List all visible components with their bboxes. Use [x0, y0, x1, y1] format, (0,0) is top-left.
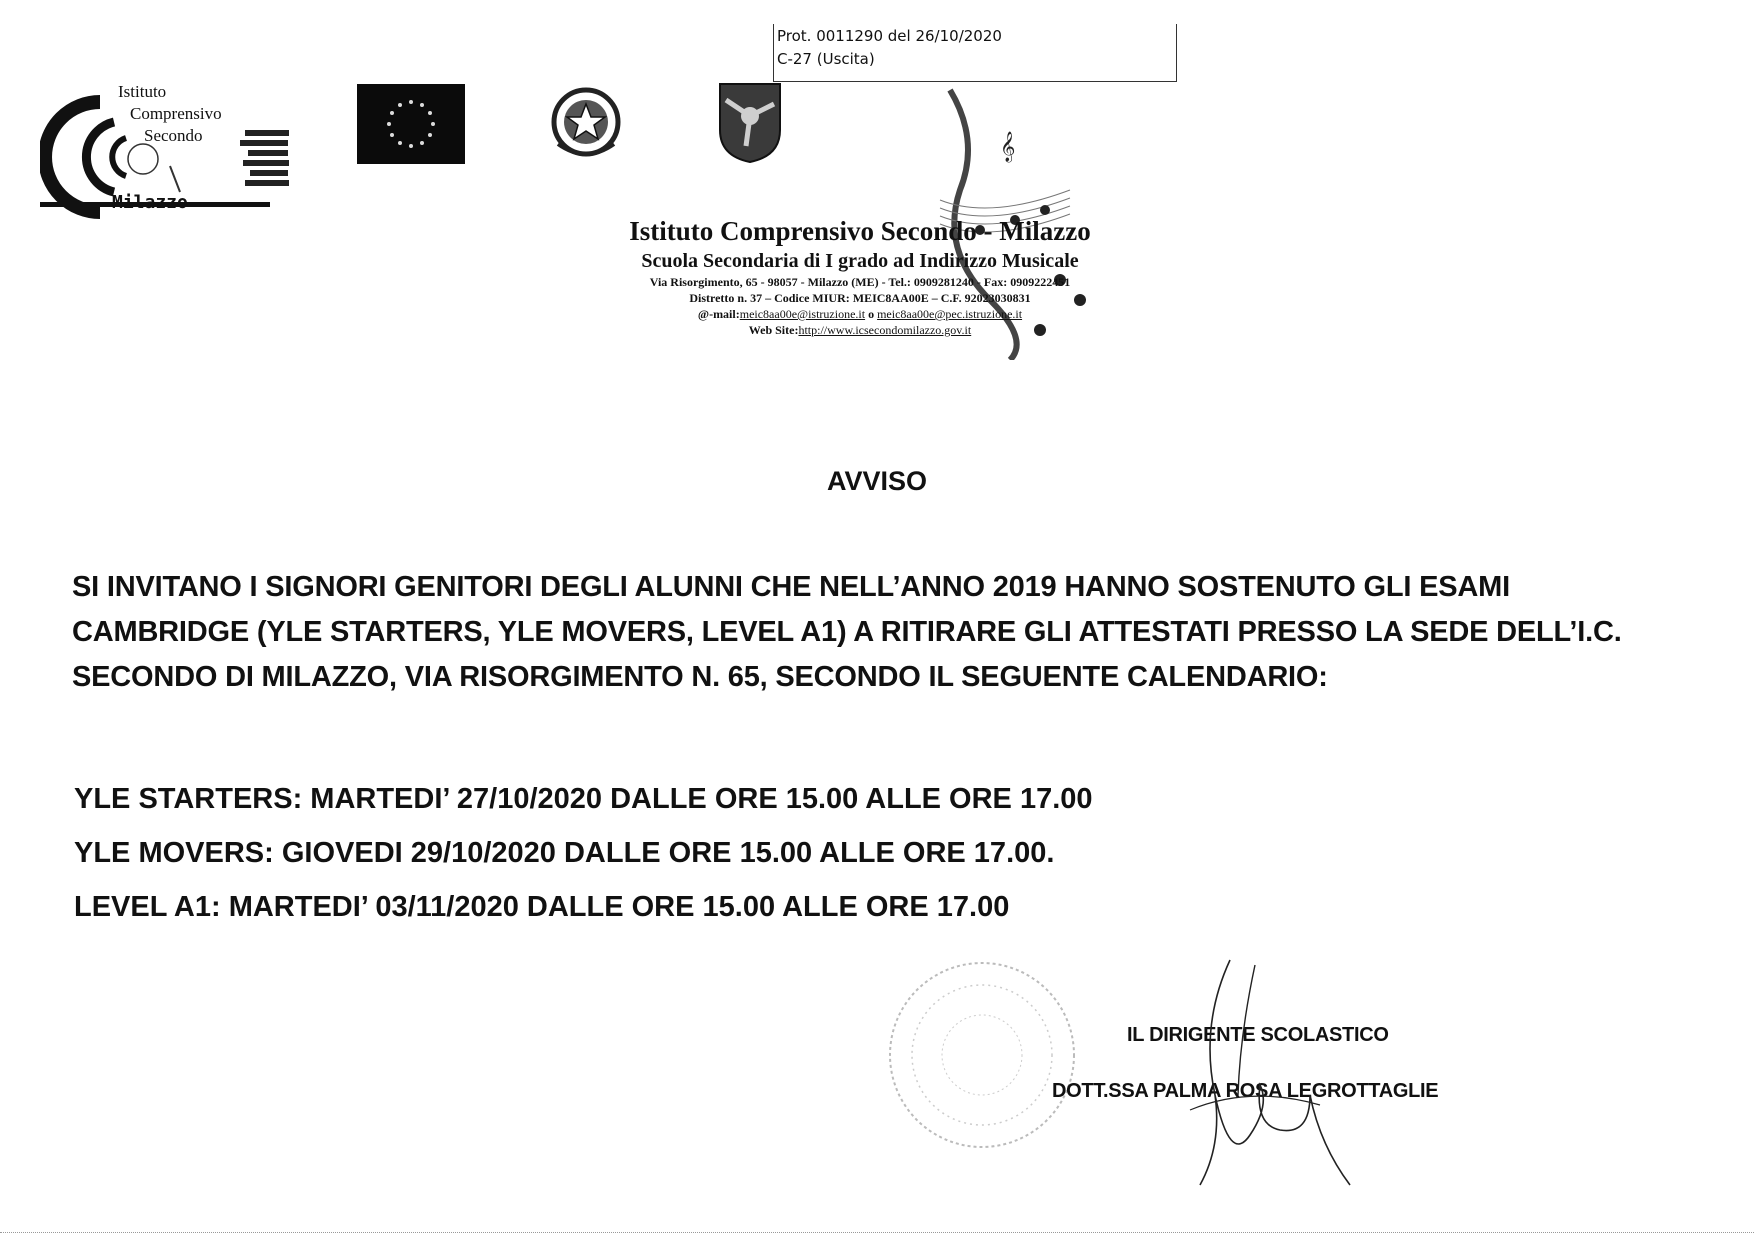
school-district: Distretto n. 37 – Codice MIUR: MEIC8AA00E – C.F. 92023030831 — [689, 291, 1031, 305]
logo-text-comprensivo: Comprensivo — [130, 104, 222, 123]
protocol-number: Prot. 0011290 del 26/10/2020 — [777, 27, 1002, 45]
schedule-row-yle-starters: YLE STARTERS: MARTEDI’ 27/10/2020 DALLE ORE 15.00 ALLE ORE 17.00 — [74, 783, 1093, 815]
school-address: Via Risorgimento, 65 - 98057 - Milazzo (ME) - Tel.: 0909281240 - Fax: 0909222451 — [649, 275, 1071, 289]
website-label: Web Site: — [748, 323, 799, 337]
logo-text-milazzo: Milazzo — [112, 192, 188, 213]
svg-text:𝄞: 𝄞 — [1000, 132, 1016, 162]
email-label: @-mail: — [697, 307, 740, 321]
logo-text-istituto: Istituto — [118, 82, 167, 101]
letterhead — [540, 214, 1180, 338]
eu-flag-icon — [357, 84, 465, 164]
notice-body-line: SI INVITANO I SIGNORI GENITORI DEGLI ALUNNI CHE NELL’ANNO 2019 HANNO SOSTENUTO GLI ESAMI — [72, 571, 1510, 603]
notice-body-line: CAMBRIDGE (YLE STARTERS, YLE MOVERS, LEVEL A1) A RITIRARE GLI ATTESTATI PRESSO LA SEDE DELL’I.C. — [72, 616, 1622, 648]
school-logo — [40, 82, 300, 232]
pickup-schedule — [74, 772, 1093, 934]
email-link-2[interactable]: meic8aa00e@pec.istruzione.it — [877, 307, 1023, 321]
school-name: Istituto Comprensivo Secondo - Milazzo — [629, 216, 1091, 246]
signer-role: IL DIRIGENTE SCOLASTICO — [1127, 1024, 1389, 1046]
italian-republic-emblem-icon — [548, 84, 624, 164]
email-link-1[interactable]: meic8aa00e@istruzione.it — [739, 307, 866, 321]
email-separator: o — [865, 307, 878, 321]
sicily-region-emblem-icon — [716, 80, 784, 164]
signer-name: DOTT.SSA PALMA ROSA LEGROTTAGLIE — [1052, 1080, 1439, 1102]
notice-body — [72, 565, 1712, 700]
school-seal-stamp — [882, 950, 1082, 1160]
protocol-stamp — [773, 24, 1177, 82]
notice-title: AVVISO — [826, 466, 928, 496]
schedule-row-yle-movers: YLE MOVERS: GIOVEDI 29/10/2020 DALLE ORE 15.00 ALLE ORE 17.00. — [74, 837, 1055, 869]
school-subtitle: Scuola Secondaria di I grado ad Indirizzo Musicale — [641, 250, 1079, 272]
protocol-category: C-27 (Uscita) — [777, 50, 875, 68]
school-email-line — [540, 306, 1180, 322]
school-website-line — [540, 322, 1180, 338]
page-bottom-rule — [0, 1232, 1754, 1233]
logo-text-secondo: Secondo — [144, 126, 203, 145]
handwritten-signature-icon — [1160, 955, 1360, 1190]
website-link[interactable]: http://www.icsecondomilazzo.gov.it — [798, 323, 972, 337]
schedule-row-level-a1: LEVEL A1: MARTEDI’ 03/11/2020 DALLE ORE 15.00 ALLE ORE 17.00 — [74, 891, 1010, 923]
notice-body-line: SECONDO DI MILAZZO, VIA RISORGIMENTO N. 65, SECONDO IL SEGUENTE CALENDARIO: — [72, 661, 1328, 693]
